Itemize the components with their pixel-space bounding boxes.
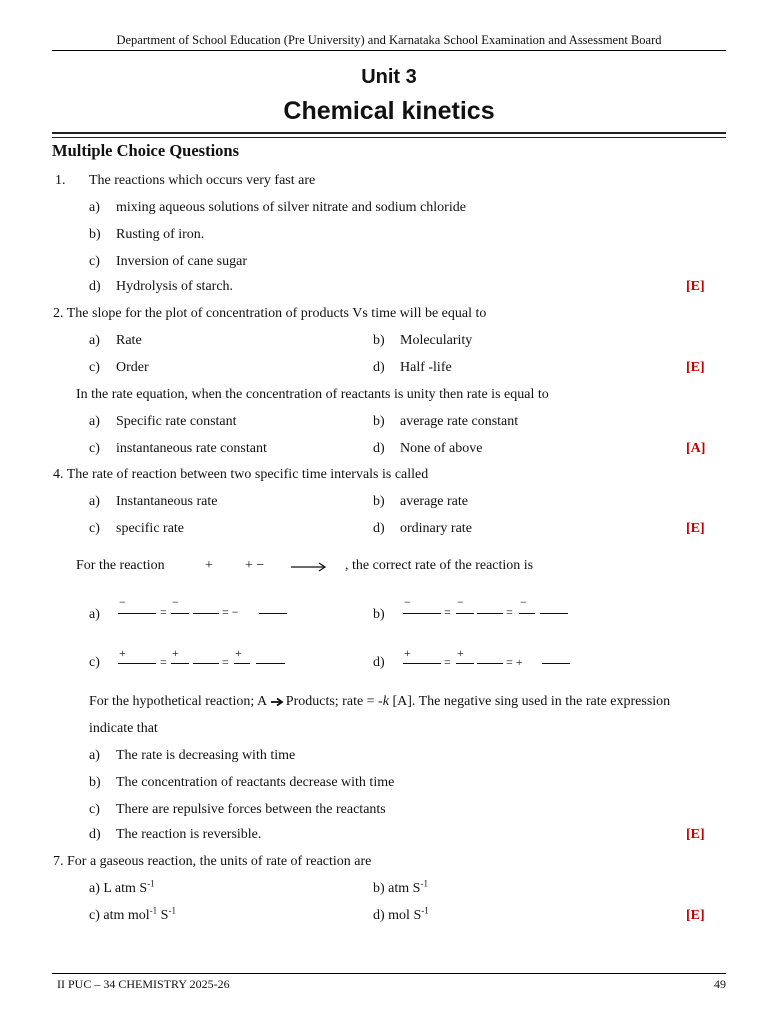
q5-b-equals-2: = <box>506 605 513 619</box>
q5-text-b: , the correct rate of the reaction is <box>345 558 534 573</box>
q3-opt-d: None of above <box>400 441 483 456</box>
q7-opt-d-text: d) mol S <box>373 908 422 923</box>
q2-opt-a-label: a) <box>89 333 100 348</box>
board-header: Department of School Education (Pre University) and Karnataka School Examination and Assessment Board <box>116 33 662 47</box>
q5-plus-1: + <box>205 558 213 573</box>
q4-opt-b: average rate <box>400 494 468 509</box>
section-heading: Multiple Choice Questions <box>52 141 240 160</box>
q6-text-mid: Products; rate = - <box>285 694 383 709</box>
q2-answer: [E] <box>686 360 705 375</box>
q1-number: 1. <box>55 173 66 188</box>
q5-a-fraction-bar-3 <box>193 613 219 614</box>
q5-c-sign-1: + <box>119 646 126 660</box>
q3-text: In the rate equation, when the concentration of reactants is unity then rate is equal to <box>76 387 549 402</box>
q5-d-equals-plus: = + <box>506 655 523 669</box>
q2-opt-b-label: b) <box>373 333 385 348</box>
q2-opt-a: Rate <box>116 333 142 348</box>
page-title: Chemical kinetics <box>283 97 495 125</box>
q5-b-fraction-bar-1 <box>403 613 441 614</box>
unit-label: Unit 3 <box>361 66 417 88</box>
q5-b-equals-1: = <box>444 605 451 619</box>
q7-opt-b-text: b) atm S <box>373 881 421 896</box>
q4-text: 4. The rate of reaction between two specific time intervals is called <box>53 467 429 482</box>
q6-text-pre: For the hypothetical reaction; A <box>89 694 267 709</box>
q5-a-fraction-bar-2 <box>171 613 189 614</box>
q5-c-sign-3: + <box>235 646 242 660</box>
q2-opt-c: Order <box>116 360 149 375</box>
q4-opt-c-label: c) <box>89 521 100 536</box>
q6-text-line2: indicate that <box>89 721 158 736</box>
q6-opt-c-label: c) <box>89 802 100 817</box>
q1-opt-d: Hydrolysis of starch. <box>116 279 234 294</box>
q5-d-fraction-bar-3 <box>477 663 503 664</box>
q4-opt-c: specific rate <box>116 521 185 536</box>
q1-answer: [E] <box>686 279 705 294</box>
q6-answer: [E] <box>686 827 705 842</box>
q4-opt-d: ordinary rate <box>400 521 472 536</box>
q5-b-fraction-bar-3 <box>477 613 503 614</box>
q1-opt-c: Inversion of cane sugar <box>116 254 248 269</box>
q5-text-a: For the reaction <box>76 558 165 573</box>
q5-d-fraction-bar-1 <box>403 663 441 664</box>
q5-opt-d-label: d) <box>373 655 385 670</box>
q6-opt-a-label: a) <box>89 748 100 763</box>
q5-d-fraction-bar-2 <box>456 663 474 664</box>
q3-opt-c-label: c) <box>89 441 100 456</box>
q4-opt-b-label: b) <box>373 494 385 509</box>
q3-opt-a-label: a) <box>89 414 100 429</box>
q5-c-fraction-bar-1 <box>118 663 156 664</box>
q6-opt-c: There are repulsive forces between the reactants <box>116 802 386 817</box>
q7-opt-a <box>89 878 155 897</box>
q5-a-equals-minus: = − <box>222 605 239 619</box>
q7-opt-c-text-2: S <box>157 908 169 923</box>
footer-rule <box>52 973 726 974</box>
q5-c-fraction-bar-3 <box>193 663 219 664</box>
q3-opt-c: instantaneous rate constant <box>116 441 267 456</box>
q4-opt-a-label: a) <box>89 494 100 509</box>
footer-course: II PUC – 34 CHEMISTRY 2025-26 <box>57 977 230 991</box>
page-number: 49 <box>714 977 726 991</box>
q5-opt-a-label: a) <box>89 607 100 622</box>
q5-c-fraction-bar-5 <box>256 663 285 664</box>
title-rule-thick <box>52 132 726 134</box>
q1-opt-b: Rusting of iron. <box>116 227 205 242</box>
q2-opt-c-label: c) <box>89 360 100 375</box>
q5-d-sign-2: + <box>457 646 464 660</box>
q7-opt-d <box>373 905 429 924</box>
q5-c-fraction-bar-4 <box>234 663 250 664</box>
q6-opt-a: The rate is decreasing with time <box>116 748 296 763</box>
q7-opt-c <box>89 905 176 924</box>
q3-opt-b-label: b) <box>373 414 385 429</box>
q5-a-sign-1: − <box>119 595 126 609</box>
q5-d-equals-1: = <box>444 655 451 669</box>
q7-opt-c-text-1: c) atm mol <box>89 908 150 923</box>
q7-answer: [E] <box>686 908 705 923</box>
q5-b-fraction-bar-4 <box>519 613 535 614</box>
q5-c-fraction-bar-2 <box>171 663 189 664</box>
q6-opt-d-label: d) <box>89 827 101 842</box>
q2-opt-d: Half -life <box>400 360 452 375</box>
q7-opt-b <box>373 878 428 897</box>
q4-opt-d-label: d) <box>373 521 385 536</box>
q5-d-sign-1: + <box>404 646 411 660</box>
q1-opt-c-label: c) <box>89 254 100 269</box>
title-rule-thin <box>52 137 726 138</box>
q7-opt-b-exp: -1 <box>420 878 428 889</box>
q5-a-sign-2: − <box>172 595 179 609</box>
q7-opt-d-exp: -1 <box>421 905 429 916</box>
q7-text: 7. For a gaseous reaction, the units of rate of reaction are <box>53 854 372 869</box>
q7-opt-a-exp: -1 <box>147 878 155 889</box>
right-arrow-icon <box>270 697 286 707</box>
q5-a-equals-1: = <box>160 605 167 619</box>
q5-plus-minus: + − <box>245 558 265 573</box>
q5-opt-c-label: c) <box>89 655 100 670</box>
q5-c-equals-2: = <box>222 655 229 669</box>
q1-text: The reactions which occurs very fast are <box>89 173 316 188</box>
q6-rate-k: k <box>382 694 389 709</box>
q5-c-equals-1: = <box>160 655 167 669</box>
q5-a-fraction-bar-4 <box>259 613 287 614</box>
q6-text-line1 <box>89 694 670 710</box>
q5-b-fraction-bar-5 <box>540 613 568 614</box>
q1-opt-a-label: a) <box>89 200 100 215</box>
q5-b-sign-1: − <box>404 595 411 609</box>
q3-opt-b: average rate constant <box>400 414 519 429</box>
q5-b-sign-2: − <box>457 595 464 609</box>
q2-opt-d-label: d) <box>373 360 385 375</box>
q1-opt-b-label: b) <box>89 227 101 242</box>
q1-opt-a: mixing aqueous solutions of silver nitrate and sodium chloride <box>116 200 466 215</box>
q5-d-fraction-bar-4 <box>542 663 570 664</box>
q5-a-fraction-bar-1 <box>118 613 156 614</box>
header-rule <box>52 50 726 51</box>
q6-text-post: [A]. The negative sing used in the rate expression <box>392 694 671 709</box>
q7-opt-a-text: a) L atm S <box>89 881 148 896</box>
q3-answer: [A] <box>686 441 706 456</box>
q1-opt-d-label: d) <box>89 279 101 294</box>
q4-answer: [E] <box>686 521 705 536</box>
q5-opt-b-label: b) <box>373 607 385 622</box>
q3-opt-d-label: d) <box>373 441 385 456</box>
q2-text: 2. The slope for the plot of concentration of products Vs time will be equal to <box>53 306 487 321</box>
q6-opt-d: The reaction is reversible. <box>116 827 262 842</box>
q6-opt-b-label: b) <box>89 775 101 790</box>
q5-reaction-arrow-icon <box>290 561 330 573</box>
q6-opt-b: The concentration of reactants decrease with time <box>116 775 395 790</box>
q5-c-sign-2: + <box>172 646 179 660</box>
q5-b-sign-3: − <box>520 595 527 609</box>
q4-opt-a: Instantaneous rate <box>116 494 218 509</box>
q7-opt-c-exp-1: -1 <box>149 905 158 916</box>
q5-b-fraction-bar-2 <box>456 613 474 614</box>
q3-opt-a: Specific rate constant <box>116 414 237 429</box>
q2-opt-b: Molecularity <box>400 333 473 348</box>
q7-opt-c-exp-2: -1 <box>168 905 176 916</box>
